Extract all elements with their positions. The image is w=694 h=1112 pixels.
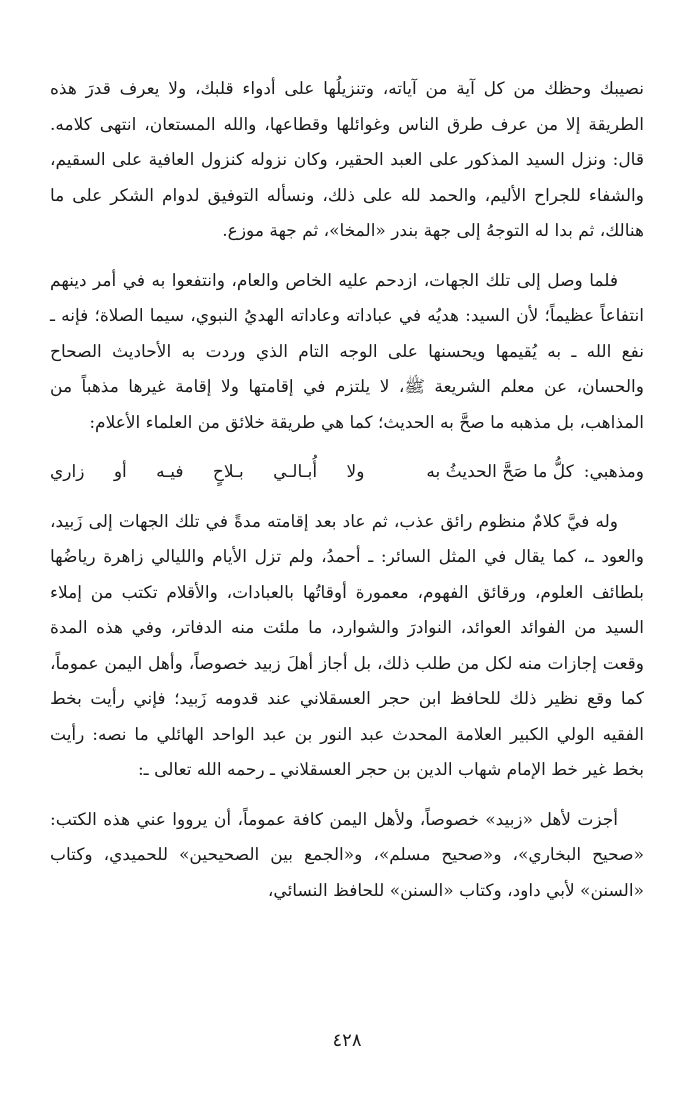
paragraph-gap	[50, 250, 644, 264]
verse-hemistich-2: ولا أُبـالـي بـلاحٍ فيـه أو زاري	[50, 462, 365, 482]
paragraph-gap	[50, 491, 644, 505]
paragraph-gap	[50, 789, 644, 803]
page-body	[50, 72, 644, 909]
verse-hemistich-1: كلُّ ما صَحَّ الحديثُ به	[426, 462, 574, 482]
verse-lead: ومذهبي:	[583, 462, 644, 482]
page-number: ٤٢٨	[332, 1030, 362, 1051]
paragraph-3: وله فيَّ كلامٌ منظوم رائق عذب، ثم عاد بعد إقامته مدةً في تلك الجهات إلى زَبيد، والعود ـ، كما يقال في المثل السائر: ـ أحمدُ، ولم تزل الأيام والليالي زاهرة رياضُها بلطائف العلوم، ورقائق الفهوم، معمورة أوقاتُها بالعبادات، والأقلام تكتب من إملاء السيد من الفوائد العوائد، النوادرَ والشوارد، ما ملئت منه الدفاتر، وفي هذه المدة وقعت إجازات منه لكل من طلب ذلك، بل أجاز أهلَ زبيد خصوصاً، وأهل اليمن عموماً، كما وقع نظير ذلك للحافظ ابن حجر العسقلاني عند قدومه زَبيد؛ فإني رأيت بخط الفقيه الولي الكبير العلامة المحدث عبد النور بن عبد الواحد الهائلي ما نصه: رأيت بخط غير خط الإمام شهاب الدين بن حجر العسقلاني ـ رحمه الله تعالى ـ:	[50, 511, 644, 780]
paragraph-4: أجزت لأهل «زبيد» خصوصاً، ولأهل اليمن كافة عموماً، أن يرووا عني هذه الكتب: «صحيح البخاري»، و«صحيح مسلم»، و«الجمع بين الصحيحين» للحميدي، وكتاب «السنن» لأبي داود، وكتاب «السنن» للحافظ النسائي،	[50, 809, 644, 901]
poetry-verse	[50, 455, 644, 491]
paragraph-1: نصيبك وحظك من كل آية من آياته، وتنزيلُها على أدواء قلبك، ولا يعرف قدرَ هذه الطريقة إلا من عرف طرق الناس وغوائلها وقطاعها، والله المستعان، انتهى كلامه. قال: ونزل السيد المذكور على العبد الحقير، وكان نزوله كنزول العافية على السقيم، والشفاء للجراح الأليم، والحمد لله على ذلك، ونسأله التوفيق لدوام الشكر على ما هنالك، ثم بدا له التوجهُ إلى جهة بندر «المخا»، ثم جهة موزع.	[50, 79, 644, 241]
paragraph-gap	[50, 441, 644, 455]
paragraph-2: فلما وصل إلى تلك الجهات، ازدحم عليه الخاص والعام، وانتفعوا به في أمر دينهم انتفاعاً عظيماً؛ لأن السيد: هديُه في عباداته وعاداته الهديُ النبوي، سيما الصلاة؛ فإنه ـ نفع الله ـ به يُقيمها ويحسنها على الوجه التام الذي وردت به الأحاديث الصحاح والحسان، عن معلم الشريعة ﷺ، لا يلتزم في إقامتها ولا إقامة غيرها مذهباً من المذاهب، بل مذهبه ما صحَّ به الحديث؛ كما هي طريقة خلائق من العلماء الأعلام:	[50, 270, 644, 433]
